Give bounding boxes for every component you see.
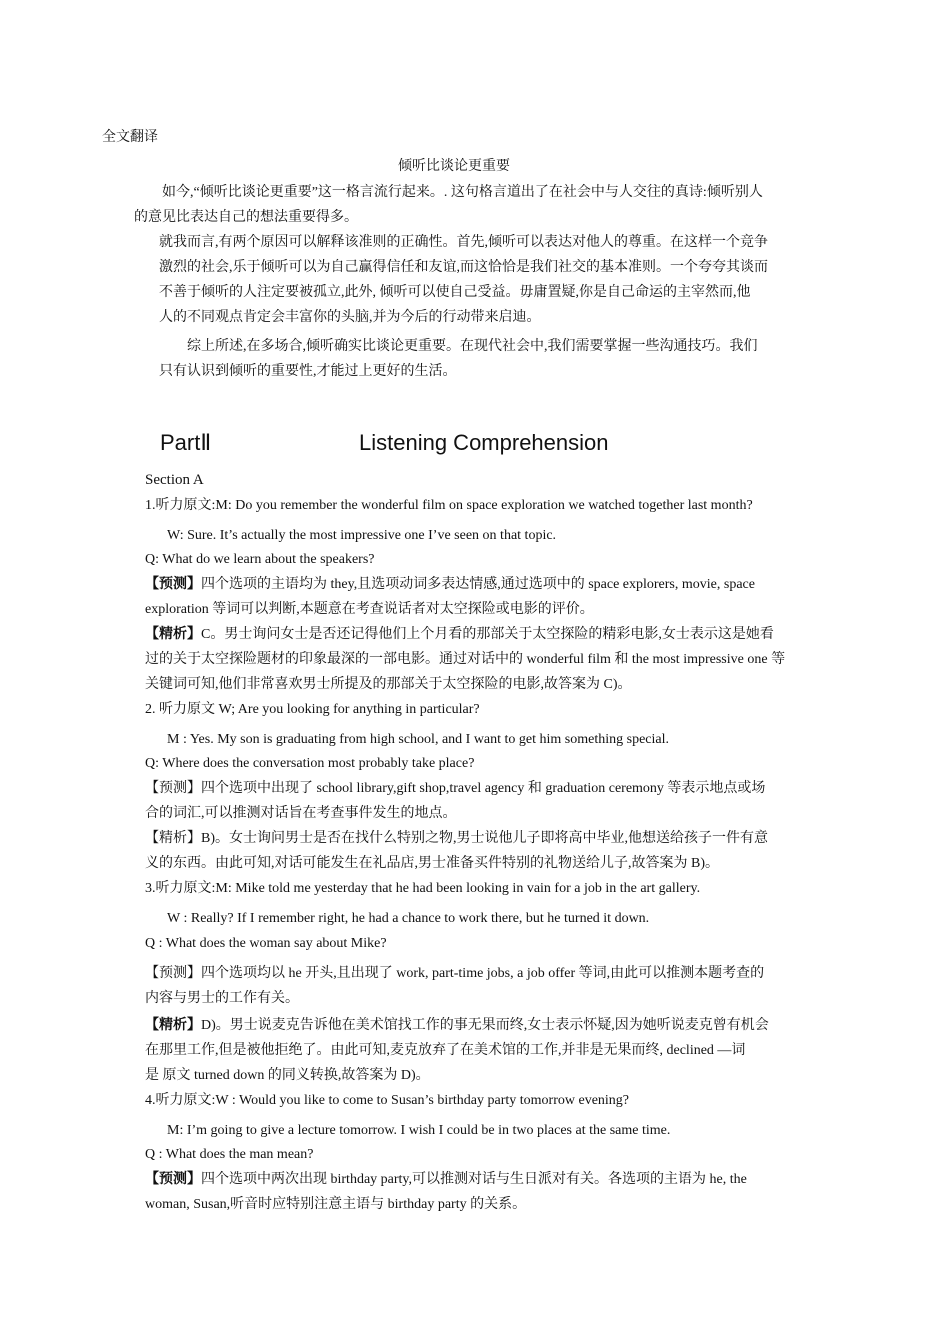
translation-label: 全文翻译 — [102, 130, 158, 145]
q4-transcript-line: 4.听力原文:W : Would you like to come to Susan’s birthday party tomorrow evening? — [145, 1093, 630, 1108]
q1-analysis-line: 过的关于太空探险题材的印象最深的一部电影。通过对话中的 wonderful film 和 the most impressive one 等 — [145, 652, 786, 667]
paragraph-line: 人的不同观点肯定会丰富你的头脑,并为今后的行动带来启迪。 — [159, 310, 541, 325]
paragraph-line: 综上所述,在多场合,倾听确实比谈论更重要。在现代社会中,我们需要掌握一些沟通技巧。我们 — [187, 339, 758, 354]
analysis-tag: 【精析】 — [145, 627, 201, 642]
translation-title: 倾听比谈论更重要 — [398, 159, 510, 174]
paragraph-line: 的意见比表达自己的想法重要得多。 — [134, 210, 358, 225]
prediction-tag: 【预测】 — [145, 781, 201, 796]
part-title: Listening Comprehension — [359, 430, 609, 455]
q1-prediction-line: exploration 等词可以判断,本题意在考查说话者对太空探险或电影的评价。 — [145, 602, 594, 617]
q1-question: Q: What do we learn about the speakers? — [145, 552, 375, 567]
q1-analysis-line: 关键词可知,他们非常喜欢男士所提及的那部关于太空探险的电影,故答案为 C)。 — [145, 677, 632, 692]
q3-analysis-line: 【精析】D)。男士说麦克告诉他在美术馆找工作的事无果而终,女士表示怀疑,因为她听说麦克曾有机会 — [145, 1018, 769, 1033]
paragraph-line: 就我而言,有两个原因可以解释该准则的正确性。首先,倾听可以表达对他人的尊重。在这样一个竞争 — [159, 235, 768, 250]
q4-prediction-line: woman, Susan,听音时应特别注意主语与 birthday party 的关系。 — [145, 1197, 527, 1212]
prediction-tag: 【预测】 — [145, 1172, 201, 1187]
q4-transcript-line: M: I’m going to give a lecture tomorrow. I wish I could be in two places at the same time. — [167, 1123, 671, 1138]
q3-question: Q : What does the woman say about Mike? — [145, 936, 387, 951]
q2-prediction-line: 合的词汇,可以推测对话旨在考查事件发生的地点。 — [145, 806, 457, 821]
paragraph-line: 不善于倾听的人注定要被孤立,此外, 倾听可以使自己受益。毋庸置疑,你是自己命运的主宰然而,他 — [159, 285, 751, 300]
paragraph-line: 激烈的社会,乐于倾听可以为自己赢得信任和友谊,而这恰恰是我们社交的基本准则。一个夸夸其谈而 — [159, 260, 768, 275]
q2-prediction-line: 【预测】四个选项中出现了 school library,gift shop,travel agency 和 graduation ceremony 等表示地点或场 — [145, 781, 766, 796]
q3-analysis-line: 在那里工作,但是被他拒绝了。由此可知,麦克放弃了在美术馆的工作,并非是无果而终, declined —词 — [145, 1043, 746, 1058]
q4-question: Q : What does the man mean? — [145, 1147, 314, 1162]
q2-transcript-line: M : Yes. My son is graduating from high school, and I want to get him something special. — [167, 732, 670, 747]
q1-transcript-line: W: Sure. It’s actually the most impressive one I’ve seen on that topic. — [167, 528, 557, 543]
q1-transcript-line: 1.听力原文:M: Do you remember the wonderful film on space exploration we watched together last month? — [145, 498, 753, 513]
paragraph-line: 如今,“倾听比谈论更重要”这一格言流行起来。. 这句格言道出了在社会中与人交往的真诗:倾听别人 — [162, 185, 763, 200]
q2-analysis-line: 【精析】B)。女士询问男士是否在找什么特别之物,男士说他儿子即将高中毕业,他想送给孩子一件有意 — [145, 831, 768, 846]
section-heading: Section A — [145, 472, 204, 488]
q3-prediction-line: 内容与男士的工作有关。 — [145, 991, 299, 1006]
part-label: PartⅡ — [160, 430, 212, 455]
q1-analysis-line: 【精析】C。男士询问女士是否还记得他们上个月看的那部关于太空探险的精彩电影,女士表示这是她看 — [145, 627, 774, 642]
q3-prediction-line: 【预测】四个选项均以 he 开头,且出现了 work, part-time jobs, a job offer 等词,由此可以推测本题考查的 — [145, 966, 765, 981]
q2-analysis-line: 义的东西。由此可知,对话可能发生在礼品店,男士准备买件特别的礼物送给儿子,故答案为 B)。 — [145, 856, 719, 871]
analysis-tag: 【精析】 — [145, 831, 201, 846]
q1-prediction-line: 【预测】四个选项的主语均为 they,且选项动词多表达情感,通过选项中的 space explorers, movie, space — [145, 577, 755, 592]
q3-analysis-line: 是 原文 turned down 的同义转换,故答案为 D)。 — [145, 1068, 430, 1083]
paragraph-line: 只有认识到倾听的重要性,才能过上更好的生活。 — [159, 364, 457, 379]
prediction-tag: 【预测】 — [145, 577, 201, 592]
prediction-tag: 【预测】 — [145, 966, 201, 981]
analysis-tag: 【精析】 — [145, 1018, 201, 1033]
q3-transcript-line: 3.听力原文:M: Mike told me yesterday that he had been looking in vain for a job in the art gallery. — [145, 881, 701, 896]
q2-transcript-line: 2. 听力原文 W; Are you looking for anything in particular? — [145, 702, 480, 717]
q4-prediction-line: 【预测】四个选项中两次出现 birthday party,可以推测对话与生日派对有关。各选项的主语为 he, the — [145, 1172, 747, 1187]
q2-question: Q: Where does the conversation most probably take place? — [145, 756, 475, 771]
q3-transcript-line: W : Really? If I remember right, he had a chance to work there, but he turned it down. — [167, 911, 650, 926]
